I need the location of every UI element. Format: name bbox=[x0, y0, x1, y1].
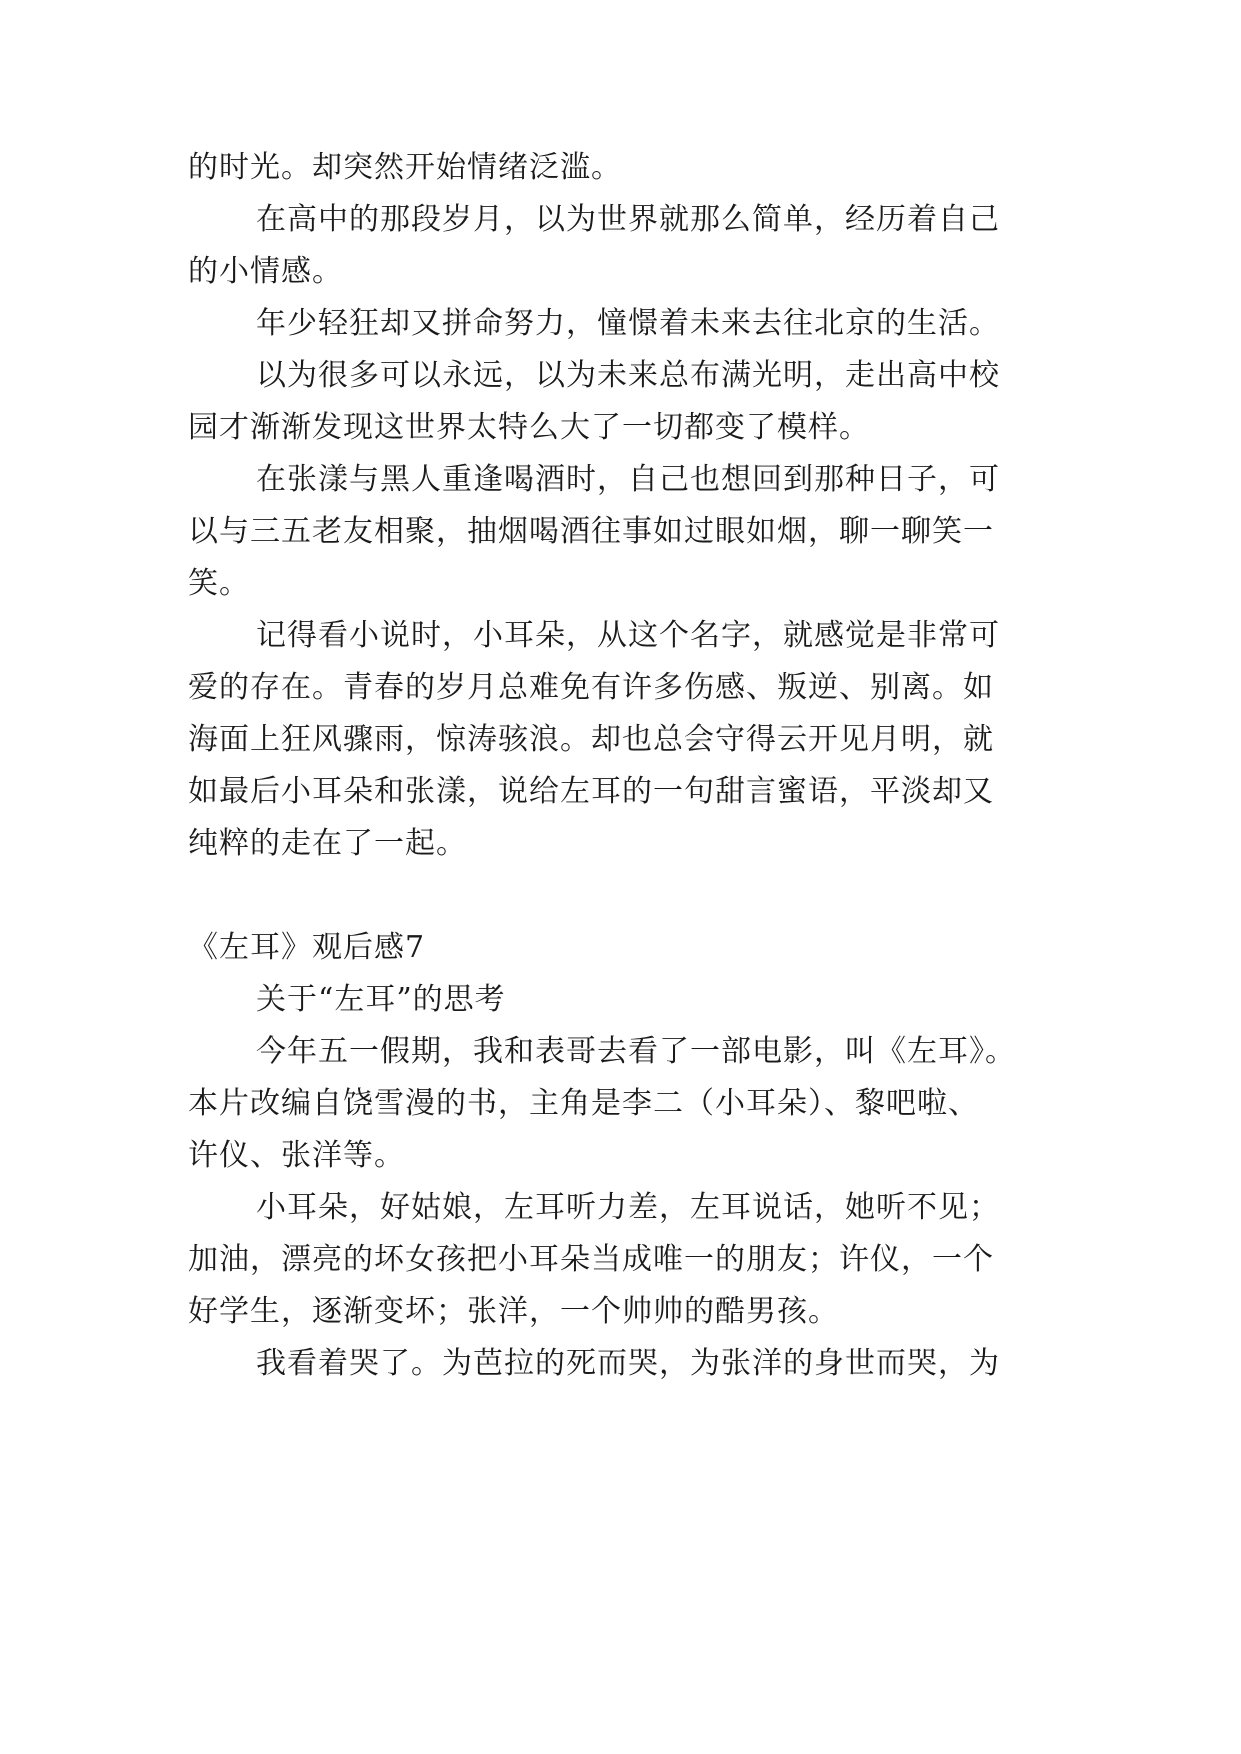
section-subtitle: 关于“左耳”的思考 bbox=[256, 982, 506, 1017]
paragraph-line: 以与三五老友相聚，抽烟喝酒往事如过眼如烟，聊一聊笑一 bbox=[188, 514, 994, 549]
paragraph-line: 在张漾与黑人重逢喝酒时，自己也想回到那种日子，可 bbox=[256, 462, 1000, 497]
paragraph-line: 本片改编自饶雪漫的书，主角是李二（小耳朵）、黎吧啦、 bbox=[188, 1086, 979, 1121]
paragraph-line: 海面上狂风骤雨，惊涛骇浪。却也总会守得云开见月明，就 bbox=[188, 722, 994, 757]
paragraph-line: 今年五一假期，我和表哥去看了一部电影，叫《左耳》。 bbox=[256, 1034, 1016, 1069]
paragraph-line: 纯粹的走在了一起。 bbox=[188, 826, 467, 861]
paragraph-line: 园才渐渐发现这世界太特么大了一切都变了模样。 bbox=[188, 410, 870, 445]
paragraph-line: 爱的存在。青春的岁月总难免有许多伤感、叛逆、别离。如 bbox=[188, 670, 994, 705]
paragraph-line: 在高中的那段岁月，以为世界就那么简单，经历着自己 bbox=[256, 202, 1000, 237]
paragraph-line: 年少轻狂却又拼命努力，憧憬着未来去往北京的生活。 bbox=[256, 306, 1000, 341]
paragraph-line: 好学生，逐渐变坏；张洋，一个帅帅的酷男孩。 bbox=[188, 1294, 839, 1329]
paragraph-line: 的时光。却突然开始情绪泛滥。 bbox=[188, 150, 622, 185]
paragraph-line: 许仪、张洋等。 bbox=[188, 1138, 405, 1173]
paragraph-line: 如最后小耳朵和张漾，说给左耳的一句甜言蜜语，平淡却又 bbox=[188, 774, 994, 809]
paragraph-line: 记得看小说时，小耳朵，从这个名字，就感觉是非常可 bbox=[256, 618, 1000, 653]
paragraph-line: 小耳朵，好姑娘，左耳听力差，左耳说话，她听不见； bbox=[256, 1190, 1000, 1225]
paragraph-line: 加油，漂亮的坏女孩把小耳朵当成唯一的朋友；许仪，一个 bbox=[188, 1242, 994, 1277]
paragraph-line: 以为很多可以永远，以为未来总布满光明，走出高中校 bbox=[256, 358, 1000, 393]
paragraph-line: 笑。 bbox=[188, 566, 250, 601]
section-heading: 《左耳》观后感7 bbox=[188, 930, 426, 965]
paragraph-line: 的小情感。 bbox=[188, 254, 343, 289]
paragraph-line: 我看着哭了。为芭拉的死而哭，为张洋的身世而哭，为 bbox=[256, 1346, 1000, 1381]
